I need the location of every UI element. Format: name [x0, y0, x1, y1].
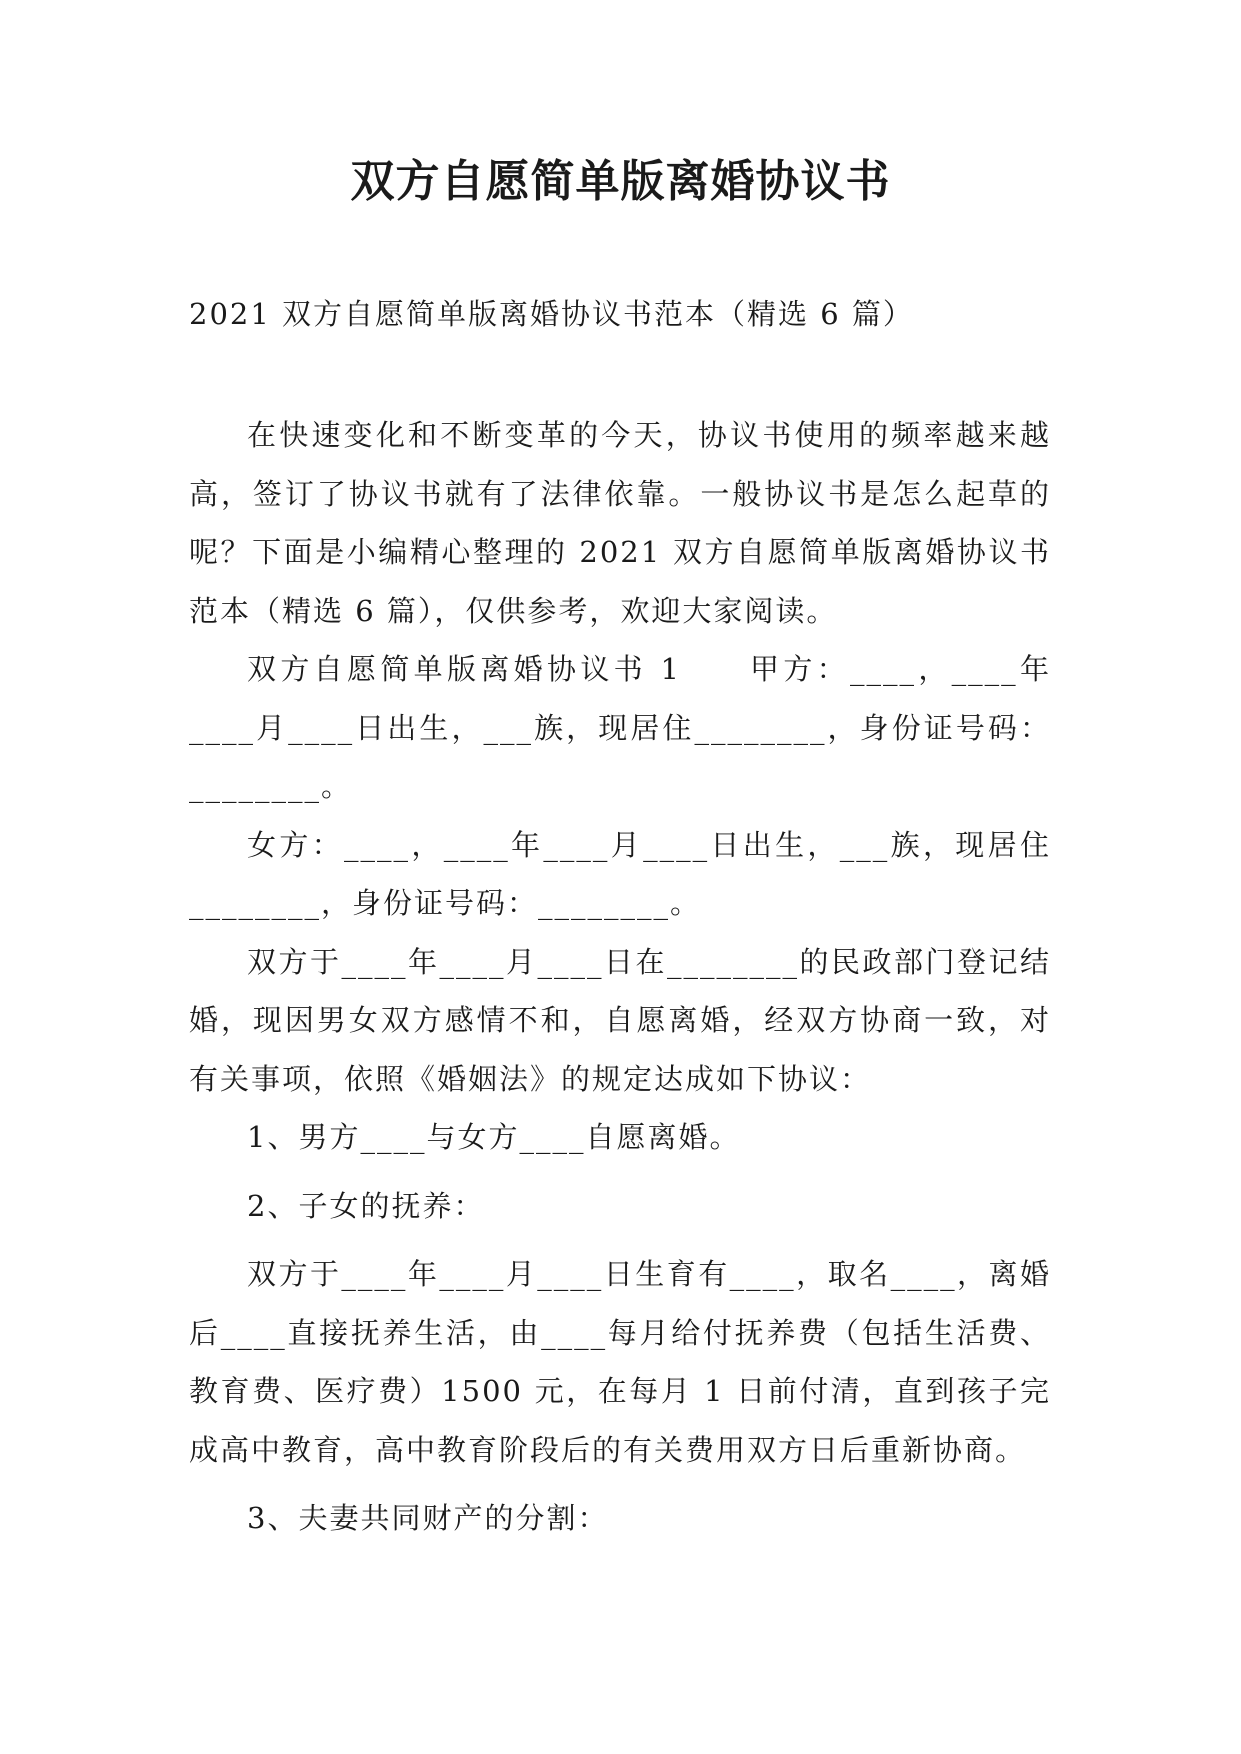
intro-paragraph: 在快速变化和不断变革的今天，协议书使用的频率越来越高，签订了协议书就有了法律依靠。一般协议书是怎么起草的呢？下面是小编精心整理的 2021 双方自愿简单版离婚协议书范本（精选 6 篇），仅供参考，欢迎大家阅读。	[189, 418, 1051, 628]
clause-2-heading: 2、子女的抚养：	[247, 1188, 485, 1223]
party-b-paragraph: 女方：____，____年____月____日出生，___族，现居住________，身份证号码：________。	[189, 827, 1051, 920]
clause-1: 1、男方____与女方____自愿离婚。	[247, 1120, 741, 1154]
clause-3-heading: 3、夫妻共同财产的分割：	[247, 1501, 609, 1535]
document-subtitle: 2021 双方自愿简单版离婚协议书范本（精选 6 篇）	[189, 297, 914, 331]
document-title: 双方自愿简单版离婚协议书	[350, 156, 891, 207]
child-custody-paragraph: 双方于____年____月____日生育有____，取名____，离婚后____直接抚养生活，由____每月给付抚养费（包括生活费、教育费、医疗费）1500 元，在每月 1 日前付清，直到孩子完成高中教育，高中教育阶段后的有关费用双方日后重新协商。	[189, 1257, 1051, 1467]
party-a-paragraph: 双方自愿简单版离婚协议书 1 甲方：____，____年____月____日出生，___族，现居住________，身份证号码：________。	[189, 652, 1051, 803]
document-body	[189, 406, 1051, 1548]
marriage-registration-paragraph: 双方于____年____月____日在________的民政部门登记结婚，现因男女双方感情不和，自愿离婚，经双方协商一致，对有关事项，依照《婚姻法》的规定达成如下协议：	[189, 944, 1051, 1096]
